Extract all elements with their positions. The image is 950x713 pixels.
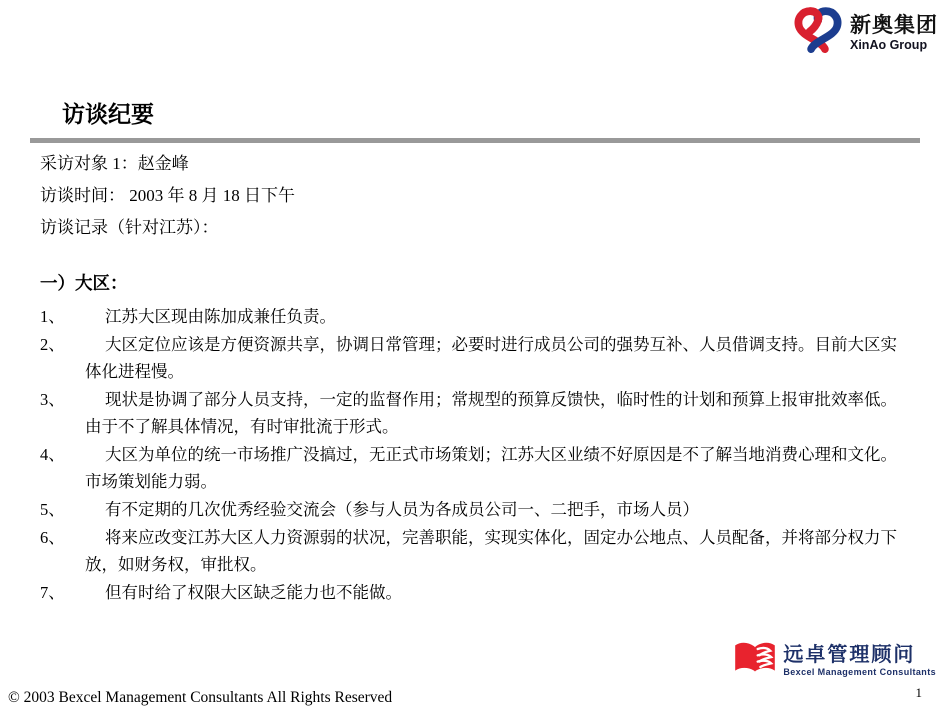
xinao-logo [792,6,938,61]
list-item-text: 江苏大区现由陈加成兼任负责。 [105,307,336,326]
xinao-logo-cn: 新奥集团 [850,14,938,38]
list-item-number: 3、 [40,390,65,409]
list-item [40,303,910,330]
list-item [40,524,910,578]
title-divider [30,138,920,143]
list-item [40,331,910,385]
bexcel-book-icon [733,640,777,681]
bexcel-logo [733,640,936,681]
xinao-ribbon-icon [792,6,844,61]
list-item [40,496,910,523]
list-item-number: 6、 [40,528,65,547]
bexcel-logo-text [783,645,936,677]
list-item-number: 7、 [40,583,65,602]
interviewee-line: 采访对象 1：赵金峰 [40,154,189,173]
list-item-text: 大区定位应该是方便资源共享，协调日常管理；必要时进行成员公司的强势互补、人员借调支持。目前大区实体化进程慢。 [85,335,897,381]
body-content [40,152,910,607]
list-item-number: 1、 [40,307,65,326]
list-item-text: 有不定期的几次优秀经验交流会（参与人员为各成员公司一、二把手，市场人员） [105,500,699,519]
copyright-text: © 2003 Bexcel Management Consultants All Rights Reserved [8,689,393,706]
xinao-logo-en: XinAo Group [850,38,928,53]
list-item [40,441,910,495]
interview-record-line: 访谈记录（针对江苏）： [40,218,219,237]
list-item [40,386,910,440]
list-item-number: 2、 [40,335,65,354]
bexcel-logo-en: Bexcel Management Consultants [783,666,936,677]
list-item-text: 现状是协调了部分人员支持，一定的监督作用；常规型的预算反馈快，临时性的计划和预算上报审批效率低。由于不了解具体情况，有时审批流于形式。 [85,390,897,436]
list-item-number: 4、 [40,445,65,464]
section-heading: 一）大区： [40,273,128,293]
list-item-text: 但有时给了权限大区缺乏能力也不能做。 [105,583,402,602]
xinao-logo-text [850,15,938,52]
list-item-number: 5、 [40,500,65,519]
bexcel-logo-cn: 远卓管理顾问 [783,643,916,666]
list-item [40,579,910,606]
page-title: 访谈纪要 [62,101,154,127]
page-number: 1 [915,685,922,700]
list-item-text: 将来应改变江苏大区人力资源弱的状况，完善职能，实现实体化，固定办公地点、人员配备，并将部分权力下放，如财务权，审批权。 [85,528,897,574]
interview-time-line: 访谈时间： 2003 年 8 月 18 日下午 [40,186,295,205]
list-item-text: 大区为单位的统一市场推广没搞过，无正式市场策划；江苏大区业绩不好原因是不了解当地消费心理和文化。市场策划能力弱。 [85,445,897,491]
